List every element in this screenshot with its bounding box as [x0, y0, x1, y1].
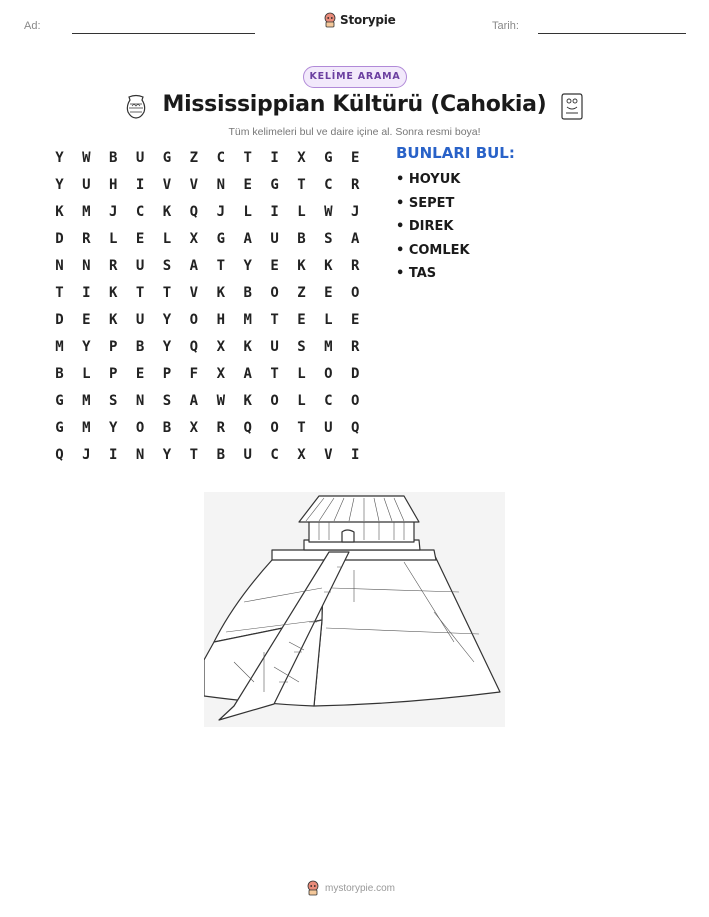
grid-letter[interactable]: S [162, 258, 172, 274]
grid-letter[interactable]: U [324, 420, 333, 436]
grid-letter[interactable]: W [82, 150, 91, 166]
footer-url[interactable]: mystorypie.com [325, 882, 396, 894]
name-label: Ad: [24, 20, 41, 32]
grid-letter[interactable]: W [324, 204, 333, 220]
find-word: • SEPET [396, 195, 455, 211]
grid-letter[interactable]: M [324, 339, 333, 355]
grid-letter[interactable]: U [270, 339, 279, 355]
grid-letter[interactable]: C [270, 447, 279, 463]
grid-letter[interactable]: K [243, 339, 252, 355]
cahokia-mound-temple[interactable] [204, 492, 505, 727]
grid-letter[interactable]: C [135, 204, 145, 220]
grid-letter[interactable]: O [189, 312, 199, 328]
grid-letter[interactable]: G [55, 393, 64, 409]
grid-letter[interactable]: B [216, 447, 225, 463]
grid-letter[interactable]: E [324, 285, 333, 301]
grid-letter[interactable]: V [324, 447, 333, 463]
grid-letter[interactable]: K [324, 258, 333, 274]
grid-letter[interactable]: K [55, 204, 64, 220]
grid-letter[interactable]: E [135, 366, 145, 382]
grid-letter[interactable]: M [82, 393, 91, 409]
grid-letter[interactable]: A [243, 231, 252, 247]
grid-letter[interactable]: U [243, 447, 252, 463]
grid-letter[interactable]: Y [162, 447, 172, 463]
grid-letter[interactable]: L [297, 393, 306, 409]
grid-letter[interactable]: I [270, 150, 279, 166]
grid-letter[interactable]: Q [351, 420, 360, 436]
grid-letter[interactable]: R [351, 177, 360, 193]
grid-letter[interactable]: O [270, 420, 279, 436]
grid-letter[interactable]: K [297, 258, 306, 274]
grid-letter[interactable]: I [270, 204, 279, 220]
grid-letter[interactable]: A [351, 231, 360, 247]
grid-letter[interactable]: Y [55, 150, 64, 166]
grid-letter[interactable]: R [216, 420, 225, 436]
grid-letter[interactable]: O [270, 285, 279, 301]
date-label: Tarih: [492, 20, 519, 32]
grid-letter[interactable]: E [270, 258, 279, 274]
grid-letter[interactable]: L [297, 366, 306, 382]
grid-letter[interactable]: L [324, 312, 333, 328]
grid-letter[interactable]: Y [82, 339, 91, 355]
grid-letter[interactable]: E [243, 177, 252, 193]
storypie-mascot-icon [323, 12, 337, 28]
grid-letter[interactable]: R [82, 231, 91, 247]
grid-letter[interactable]: N [135, 393, 145, 409]
grid-letter[interactable]: P [162, 366, 172, 382]
grid-letter[interactable]: C [324, 393, 333, 409]
grid-letter[interactable]: C [324, 177, 333, 193]
brand-name: Storypie [340, 13, 396, 27]
grid-letter[interactable]: O [135, 420, 145, 436]
grid-letter[interactable]: Y [243, 258, 252, 274]
grid-letter[interactable]: U [135, 312, 145, 328]
grid-letter[interactable]: T [297, 177, 306, 193]
grid-letter[interactable]: J [351, 204, 360, 220]
carved-stone-icon [560, 91, 584, 121]
grid-letter[interactable]: K [109, 285, 118, 301]
grid-letter[interactable]: F [189, 366, 199, 382]
coloring-illustration[interactable] [204, 492, 505, 727]
grid-letter[interactable]: E [297, 312, 306, 328]
grid-letter[interactable]: X [216, 366, 225, 382]
grid-letter[interactable]: A [189, 393, 199, 409]
grid-letter[interactable]: X [189, 231, 199, 247]
grid-letter[interactable]: T [270, 366, 279, 382]
grid-letter[interactable]: N [135, 447, 145, 463]
find-word: • TAS [396, 266, 437, 281]
page-title: Mississippian Kültürü (Cahokia) [162, 92, 547, 117]
grid-letter[interactable]: Z [297, 285, 306, 301]
grid-letter[interactable]: R [351, 258, 360, 274]
grid-letter[interactable]: T [216, 258, 225, 274]
grid-letter[interactable]: O [351, 285, 360, 301]
grid-letter[interactable]: R [351, 339, 360, 355]
grid-letter[interactable]: P [109, 339, 118, 355]
grid-letter[interactable]: Y [162, 312, 172, 328]
grid-letter[interactable]: X [297, 447, 306, 463]
grid-letter[interactable]: K [216, 285, 225, 301]
grid-letter[interactable]: M [82, 204, 91, 220]
grid-letter[interactable]: N [216, 177, 225, 193]
grid-letter[interactable]: T [243, 150, 252, 166]
grid-letter[interactable]: H [109, 177, 118, 193]
grid-letter[interactable]: T [55, 285, 64, 301]
grid-letter[interactable]: Q [55, 447, 64, 463]
date-line[interactable] [538, 33, 686, 34]
grid-letter[interactable]: V [162, 177, 172, 193]
grid-letter[interactable]: T [135, 285, 145, 301]
grid-letter[interactable]: U [135, 150, 145, 166]
grid-letter[interactable]: M [243, 312, 252, 328]
grid-letter[interactable]: M [55, 339, 64, 355]
grid-letter[interactable]: Y [109, 420, 118, 436]
grid-letter[interactable]: G [216, 231, 225, 247]
grid-letter[interactable]: C [216, 150, 225, 166]
grid-letter[interactable]: T [297, 420, 306, 436]
grid-letter[interactable]: J [109, 204, 118, 220]
find-list-title: BUNLARI BUL: [396, 144, 515, 162]
grid-letter[interactable]: T [270, 312, 279, 328]
grid-letter[interactable]: B [297, 231, 306, 247]
grid-letter[interactable]: X [297, 150, 306, 166]
footer [306, 880, 395, 896]
grid-letter[interactable]: Z [189, 150, 199, 166]
grid-letter[interactable]: H [216, 312, 225, 328]
grid-letter[interactable]: B [55, 366, 64, 382]
grid-letter[interactable]: G [270, 177, 279, 193]
grid-letter[interactable]: K [109, 312, 118, 328]
grid-letter[interactable]: Q [189, 339, 199, 355]
grid-letter[interactable]: E [135, 231, 145, 247]
grid-letter[interactable]: G [55, 420, 64, 436]
grid-letter[interactable]: U [270, 231, 279, 247]
grid-letter[interactable]: E [82, 312, 91, 328]
grid-letter[interactable]: L [297, 204, 306, 220]
grid-letter[interactable]: N [55, 258, 64, 274]
grid-letter[interactable]: Y [162, 339, 172, 355]
grid-letter[interactable]: K [162, 204, 172, 220]
grid-letter[interactable]: P [109, 366, 118, 382]
grid-letter[interactable]: E [351, 312, 360, 328]
grid-letter[interactable]: A [189, 258, 199, 274]
grid-letter[interactable]: L [243, 204, 252, 220]
grid-letter[interactable]: X [189, 420, 199, 436]
grid-letter[interactable]: I [351, 447, 360, 463]
instructions-text: Tüm kelimeleri bul ve daire içine al. Sonra resmi boya! [228, 126, 481, 138]
grid-letter[interactable]: E [351, 150, 360, 166]
grid-letter[interactable]: W [216, 393, 225, 409]
storypie-mascot-icon [306, 880, 320, 896]
grid-letter[interactable]: L [82, 366, 91, 382]
grid-letter[interactable]: L [109, 231, 118, 247]
grid-letter[interactable]: G [162, 150, 172, 166]
grid-letter[interactable]: L [162, 231, 172, 247]
grid-letter[interactable]: D [351, 366, 360, 382]
grid-letter[interactable]: S [162, 393, 172, 409]
grid-letter[interactable]: K [243, 393, 252, 409]
grid-letter[interactable]: I [109, 447, 118, 463]
find-word-list [396, 171, 470, 289]
word-search-badge: KELİME ARAMA [303, 66, 407, 88]
grid-letter[interactable]: X [216, 339, 225, 355]
grid-letter[interactable]: Q [189, 204, 199, 220]
grid-letter[interactable]: M [82, 420, 91, 436]
grid-letter[interactable]: B [135, 339, 145, 355]
find-word: • DIREK [396, 219, 454, 234]
grid-letter[interactable]: O [324, 366, 333, 382]
grid-letter[interactable]: D [55, 231, 64, 247]
grid-letter[interactable]: U [135, 258, 145, 274]
find-word: • HOYUK [396, 172, 461, 187]
grid-letter[interactable]: S [297, 339, 306, 355]
grid-letter[interactable]: G [324, 150, 333, 166]
grid-letter[interactable]: O [351, 393, 360, 409]
grid-letter[interactable]: S [324, 231, 333, 247]
grid-letter[interactable]: J [82, 447, 91, 463]
grid-letter[interactable]: A [243, 366, 252, 382]
grid-letter[interactable]: D [55, 312, 64, 328]
grid-letter[interactable]: N [82, 258, 91, 274]
grid-letter[interactable]: S [109, 393, 118, 409]
name-line[interactable] [72, 33, 255, 34]
grid-letter[interactable]: B [243, 285, 252, 301]
grid-letter[interactable]: R [109, 258, 118, 274]
grid-letter[interactable]: V [189, 177, 199, 193]
grid-letter[interactable]: T [189, 447, 199, 463]
grid-letter[interactable]: B [109, 150, 118, 166]
find-word: • COMLEK [396, 242, 470, 258]
grid-letter[interactable]: V [189, 285, 199, 301]
grid-letter[interactable]: B [162, 420, 172, 436]
brand-logo [323, 12, 396, 28]
grid-letter[interactable]: I [135, 177, 145, 193]
grid-letter[interactable]: T [162, 285, 172, 301]
grid-letter[interactable]: Y [55, 177, 64, 193]
word-search-grid[interactable] [46, 145, 369, 469]
grid-letter[interactable]: J [216, 204, 225, 220]
grid-letter[interactable]: U [82, 177, 91, 193]
grid-letter[interactable]: I [82, 285, 91, 301]
grid-letter[interactable]: Q [243, 420, 252, 436]
grid-letter[interactable]: O [270, 393, 279, 409]
